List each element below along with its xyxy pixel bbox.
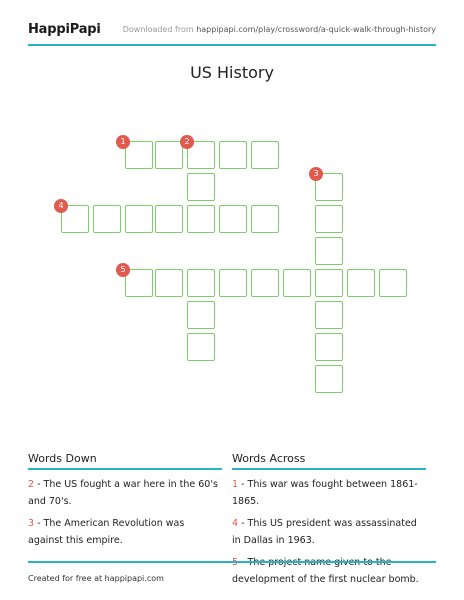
crossword-cell[interactable] (187, 269, 215, 297)
crossword-cell[interactable] (125, 205, 153, 233)
words-across-section (232, 452, 426, 593)
words-across-heading: Words Across (232, 452, 306, 465)
clue-number: 1 (232, 479, 239, 490)
crossword-cell[interactable] (219, 205, 247, 233)
clue-number: 3 (28, 518, 35, 529)
page-title: US History (190, 63, 274, 82)
clue-text: This US president was assassinated in Dallas in 1963. (232, 518, 417, 546)
crossword-cell[interactable] (251, 269, 279, 297)
footer-text: Created for free at happipapi.com (28, 574, 164, 583)
clue-text: This war was fought between 1861-1865. (232, 479, 418, 507)
clue-down-3: 3 - The American Revolution was against this empire. (28, 518, 185, 546)
crossword-cell[interactable] (155, 269, 183, 297)
crossword-cell[interactable] (251, 205, 279, 233)
crossword-cell[interactable] (187, 173, 215, 201)
clue-text: The American Revolution was against this empire. (28, 518, 185, 546)
clue-text: The US fought a war here in the 60's and 70's. (28, 479, 218, 507)
crossword-cell[interactable] (155, 205, 183, 233)
clue-number: 2 (28, 479, 35, 490)
crossword-cell[interactable] (315, 269, 343, 297)
crossword-cell[interactable] (187, 301, 215, 329)
crossword-cell[interactable] (347, 269, 375, 297)
crossword-cell[interactable] (315, 301, 343, 329)
clue-across-1: 1 - This war was fought between 1861-1865. (232, 479, 418, 507)
clue-number-badge: 5 (116, 263, 130, 277)
crossword-cell[interactable] (187, 333, 215, 361)
clue-down-2: 2 - The US fought a war here in the 60's and 70's. (28, 479, 218, 507)
clue-across-4: 4 - This US president was assassinated in Dallas in 1963. (232, 518, 417, 546)
crossword-cell[interactable] (251, 141, 279, 169)
crossword-cell[interactable] (315, 365, 343, 393)
words-across-divider (232, 468, 426, 470)
clue-text: development of the first nuclear bomb. (232, 574, 419, 585)
crossword-cell[interactable] (379, 269, 407, 297)
clue-number-badge: 4 (54, 199, 68, 213)
crossword-cell[interactable] (283, 269, 311, 297)
crossword-cell[interactable] (315, 205, 343, 233)
clue-number: 4 (232, 518, 239, 529)
crossword-cell[interactable] (219, 141, 247, 169)
clue-across-5 (232, 554, 426, 588)
crossword-cell[interactable] (315, 333, 343, 361)
clue-number-badge: 3 (309, 167, 323, 181)
clue-number-badge: 2 (180, 135, 194, 149)
crossword-cell[interactable] (315, 237, 343, 265)
words-down-section (28, 452, 222, 554)
clue-number-badge: 1 (116, 135, 130, 149)
source-url[interactable]: happipapi.com/play/crossword/a-quick-walk-through-history (196, 25, 436, 34)
footer-divider (28, 561, 436, 563)
crossword-cell[interactable] (187, 205, 215, 233)
words-down-divider (28, 468, 222, 470)
brand-logo: HappiPapi (28, 22, 101, 37)
crossword-cell[interactable] (155, 141, 183, 169)
words-down-heading: Words Down (28, 452, 97, 465)
crossword-cell[interactable] (93, 205, 121, 233)
crossword-cell[interactable] (219, 269, 247, 297)
source-prefix: Downloaded from (122, 25, 194, 34)
